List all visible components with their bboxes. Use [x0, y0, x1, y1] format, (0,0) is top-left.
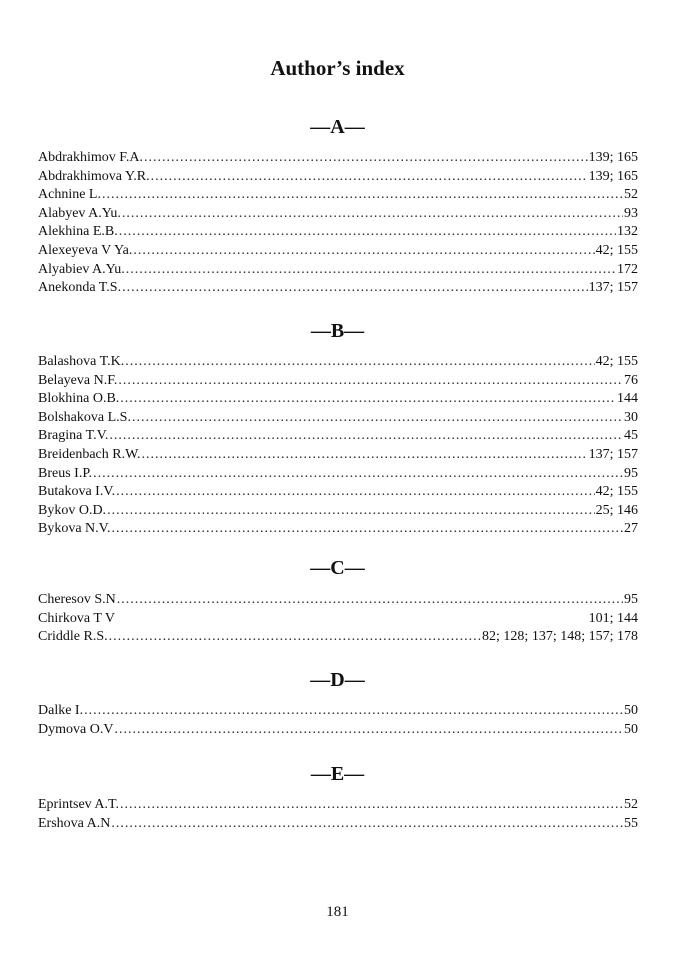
- index-entry: [38, 520, 638, 539]
- section-heading-a: —A—: [310, 116, 365, 138]
- dot-leader: [120, 796, 623, 815]
- page-references: 52: [624, 187, 638, 203]
- index-entry: [38, 242, 638, 261]
- section-list-e: [38, 796, 638, 833]
- page-references: 95: [624, 465, 638, 481]
- page-references: 137; 157: [588, 280, 638, 296]
- author-name: Cheresov S.N: [38, 592, 116, 607]
- author-name: Eprintsev A.T.: [38, 797, 120, 812]
- dot-leader: [84, 702, 623, 721]
- page-references: 137; 157: [588, 446, 638, 462]
- section-heading-c: —C—: [310, 557, 365, 579]
- author-name: Abdrakhimov F.A.: [38, 150, 144, 165]
- page-references: 139; 165: [588, 150, 638, 165]
- index-entry: [38, 223, 638, 242]
- page-references: 55: [624, 815, 638, 831]
- dot-leader: [151, 168, 588, 187]
- author-name: Bragina T.V.: [38, 428, 109, 444]
- page-references: 50: [624, 703, 638, 718]
- author-name: Dymova O.V: [38, 721, 114, 737]
- dot-leader: [109, 427, 623, 446]
- page-references: 82; 128; 137; 148; 157; 178: [482, 629, 638, 645]
- dot-leader: [111, 520, 623, 539]
- page-references: 172: [617, 261, 638, 277]
- index-entry: [38, 502, 638, 521]
- dot-leader: [109, 628, 481, 647]
- dot-leader: [132, 409, 623, 428]
- index-entry: [38, 591, 638, 610]
- index-entry: [38, 205, 638, 224]
- section-heading-e: —E—: [310, 763, 365, 785]
- author-name: Butakova I.V.: [38, 484, 116, 500]
- dot-leader: [107, 502, 595, 521]
- section-list-d: [38, 702, 638, 739]
- author-name: Achnine L.: [38, 187, 101, 203]
- dot-leader: [144, 149, 588, 168]
- author-name: Breidenbach R.W.: [38, 446, 141, 462]
- page-references: 144: [617, 391, 638, 407]
- page-references: 93: [624, 205, 638, 221]
- page-references: 132: [617, 224, 638, 240]
- index-entry: [38, 168, 638, 187]
- page-references: 101; 144: [588, 610, 638, 626]
- page-references: 42; 155: [595, 242, 638, 258]
- index-entry: [38, 702, 638, 721]
- index-entry: [38, 815, 638, 834]
- author-name: Alekhina E.B.: [38, 224, 118, 240]
- author-name: Bykov O.D.: [38, 502, 107, 518]
- dot-leader: [133, 242, 594, 261]
- dot-leader: [93, 465, 623, 484]
- index-entry: [38, 372, 638, 391]
- author-name: Breus I.P.: [38, 465, 93, 481]
- index-entry: [38, 483, 638, 502]
- dot-leader: [122, 279, 588, 298]
- index-entry: [38, 446, 638, 465]
- author-name: Abdrakhimova Y.R.: [38, 168, 150, 184]
- author-name: Alexeyeva V Ya.: [38, 242, 133, 258]
- dot-leader: [102, 186, 623, 205]
- dot-leader: [125, 353, 594, 372]
- dot-leader: [126, 261, 616, 280]
- page-references: 50: [624, 721, 638, 737]
- author-name: Bykova N.V.: [38, 521, 111, 537]
- author-name: Belayeva N.F.: [38, 372, 118, 388]
- index-entry: [38, 279, 638, 298]
- dot-leader: [120, 390, 616, 409]
- index-entry: [38, 261, 638, 280]
- page-references: 76: [624, 372, 638, 388]
- page-references: 27: [624, 521, 638, 537]
- index-entry: [38, 409, 638, 428]
- index-entry: [38, 186, 638, 205]
- section-heading-d: —D—: [310, 669, 365, 691]
- page-references: 42; 155: [595, 484, 638, 500]
- author-name: Dalke I.: [38, 703, 84, 718]
- dot-leader: [118, 372, 623, 391]
- dot-leader: [142, 446, 588, 465]
- page-title: Author’s index: [270, 56, 405, 80]
- dot-leader: [119, 223, 616, 242]
- author-name: Alabyev A.Yu.: [38, 205, 121, 221]
- index-entry: [38, 610, 638, 629]
- dot-leader: [111, 815, 623, 834]
- index-entry: [38, 353, 638, 372]
- author-name: Ershova A.N: [38, 815, 111, 831]
- index-entry: [38, 628, 638, 647]
- index-entry: [38, 149, 638, 168]
- author-name: Anekonda T.S.: [38, 280, 122, 296]
- section-list-b: [38, 353, 638, 539]
- dot-leader: [114, 721, 623, 740]
- index-entry: [38, 390, 638, 409]
- author-name: Criddle R.S.: [38, 629, 108, 645]
- section-list-c: [38, 591, 638, 647]
- page-references: 42; 155: [595, 354, 638, 369]
- index-entry: [38, 796, 638, 815]
- dot-leader: [122, 205, 623, 224]
- page-references: 30: [624, 409, 638, 425]
- page-number: 181: [326, 904, 349, 920]
- page-references: 25; 146: [595, 502, 638, 518]
- index-entry: [38, 465, 638, 484]
- author-name: Blokhina O.B.: [38, 391, 120, 407]
- index-entry: [38, 721, 638, 740]
- section-list-a: [38, 149, 638, 298]
- section-heading-b: —B—: [310, 320, 365, 342]
- page-references: 52: [624, 797, 638, 812]
- author-name: Alyabiev A.Yu.: [38, 261, 125, 277]
- dot-leader: [117, 591, 623, 610]
- author-name: Chirkova T V: [38, 610, 116, 626]
- page-references: 139; 165: [588, 168, 638, 184]
- page-references: 95: [624, 592, 638, 607]
- index-entry: [38, 427, 638, 446]
- dot-leader: [116, 483, 594, 502]
- page-references: 45: [624, 428, 638, 444]
- author-name: Balashova T.K.: [38, 354, 125, 369]
- author-name: Bolshakova L.S.: [38, 409, 131, 425]
